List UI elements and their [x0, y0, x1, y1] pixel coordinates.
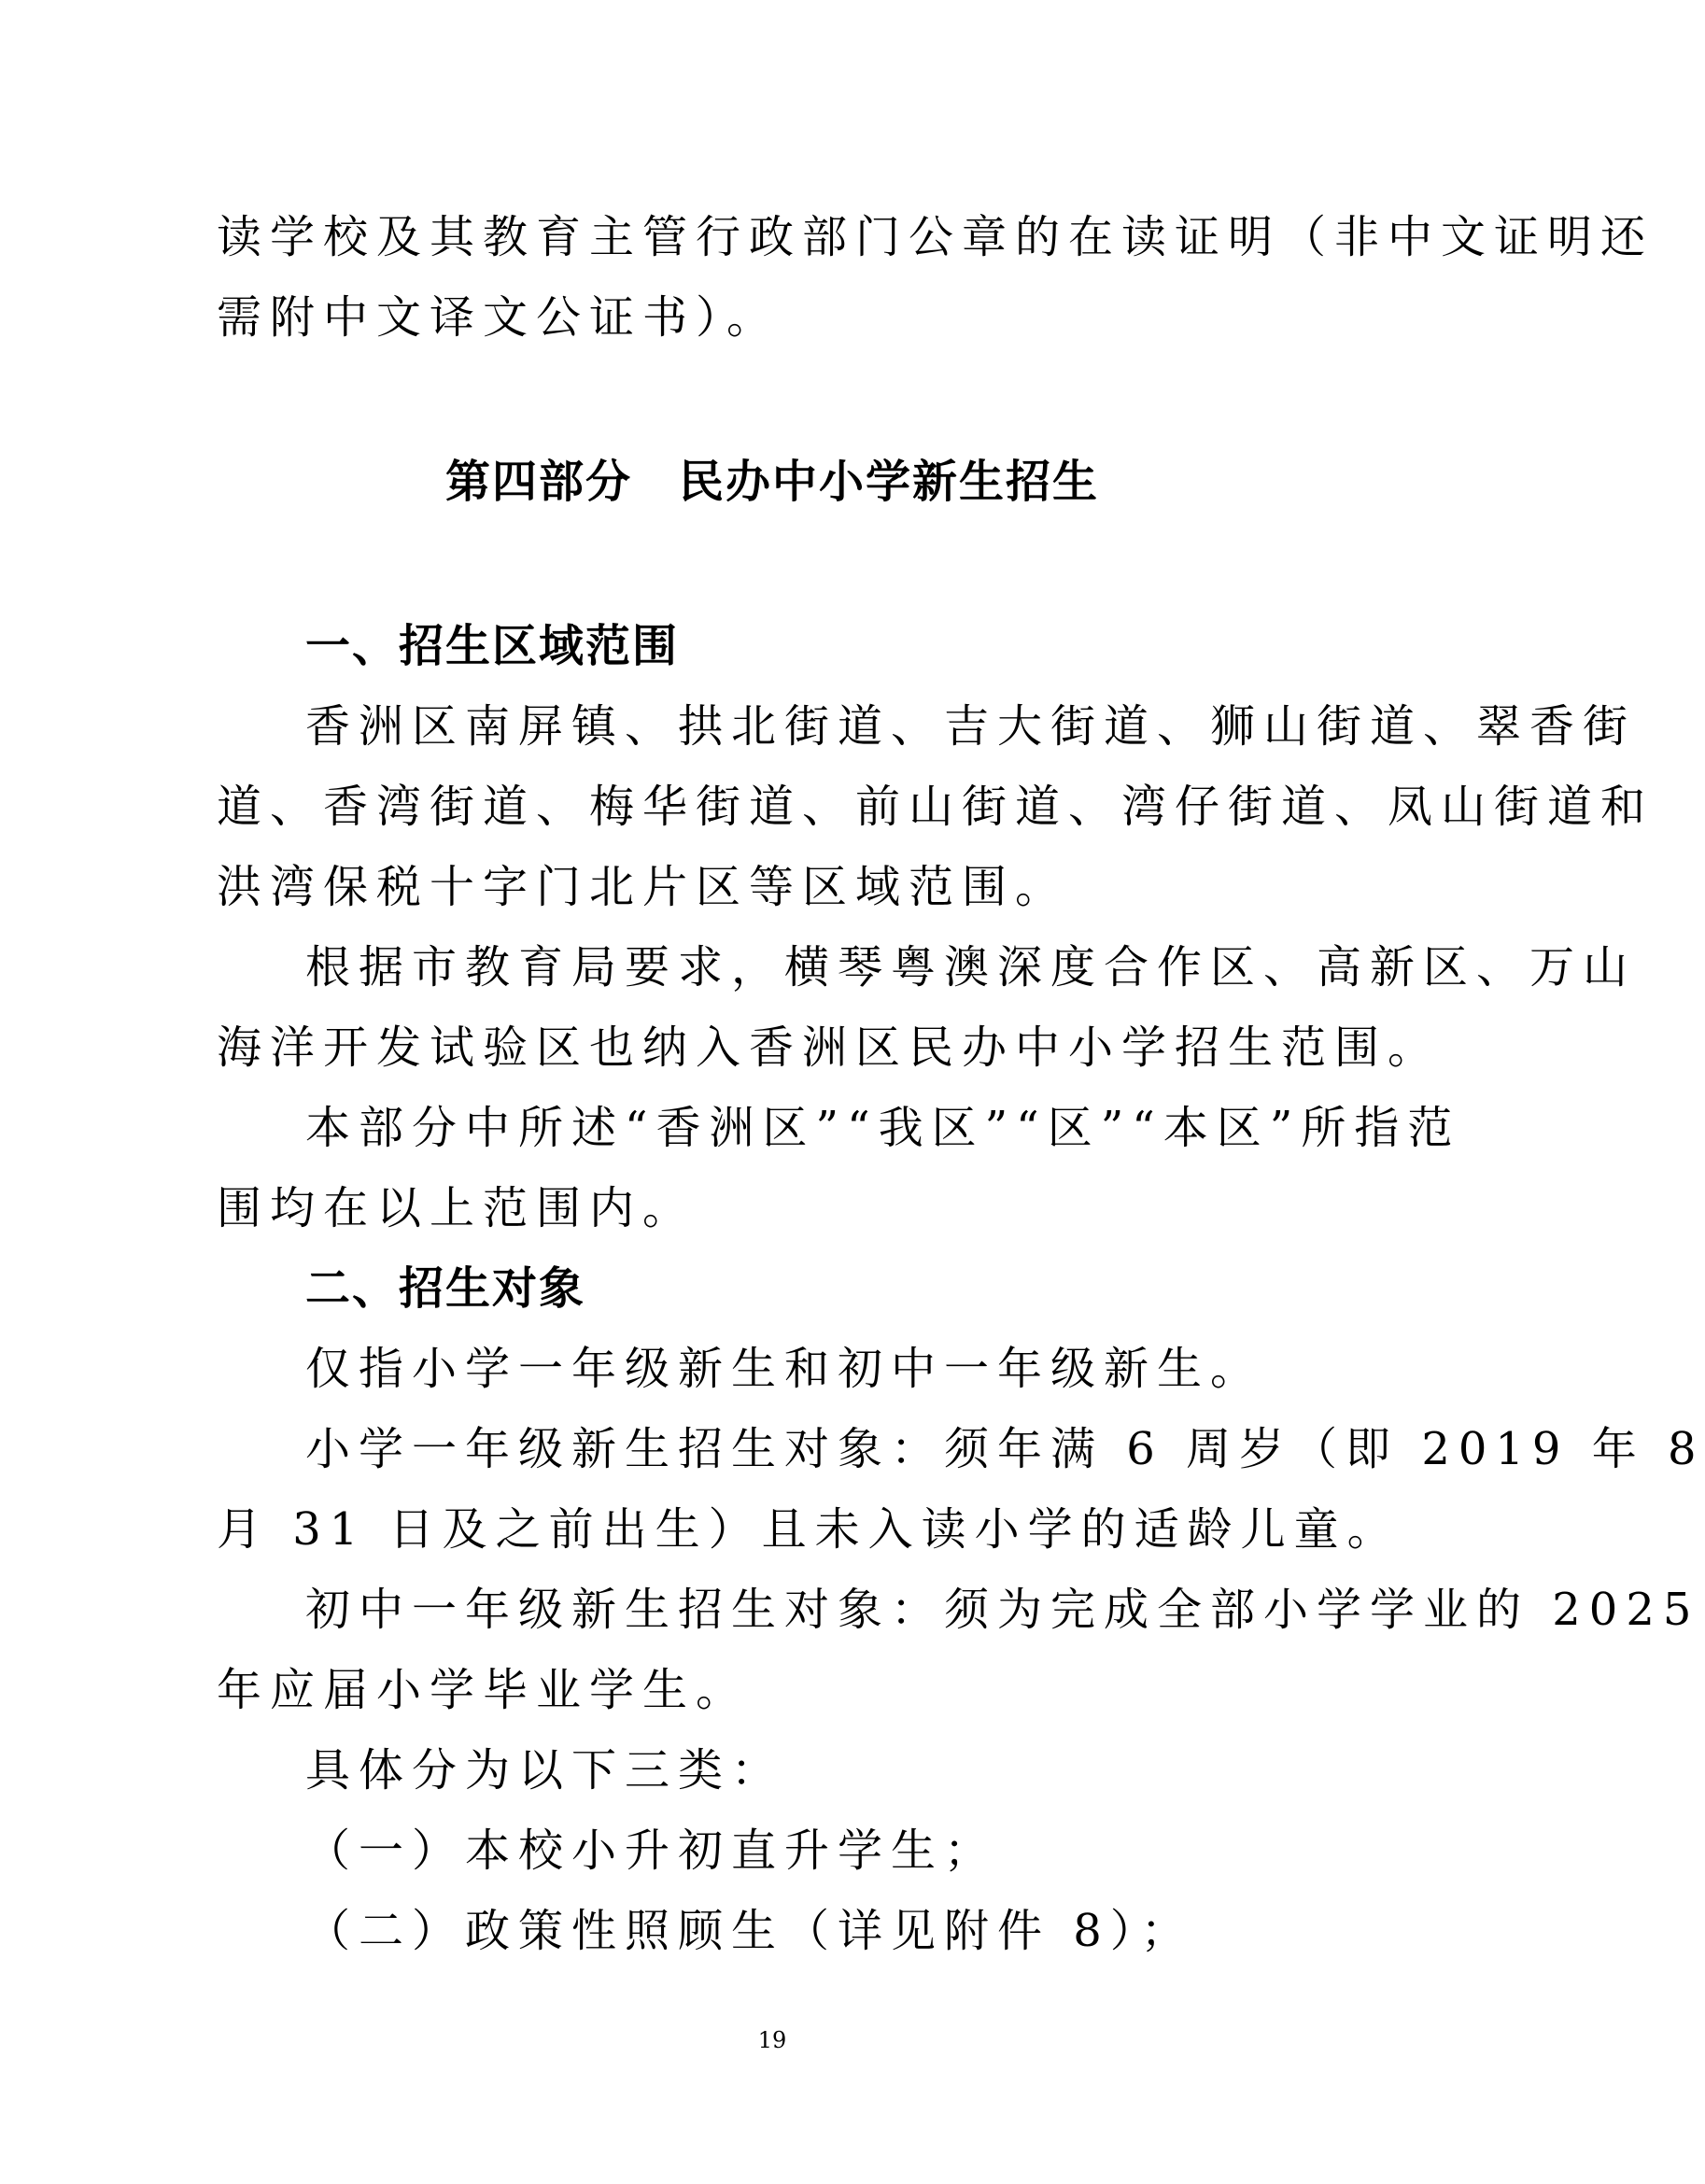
categories-intro: 具体分为以下三类：	[305, 1744, 785, 1797]
extension-paragraph-line-2: 海洋开发试验区也纳入香洲区民办中小学招生范围。	[217, 1022, 1442, 1074]
continuation-line-2: 需附中文译文公证书）。	[217, 291, 781, 344]
junior-target-line-1: 初中一年级新生招生对象：须为完成全部小学学业的 2025	[305, 1584, 1700, 1636]
scope-paragraph-line-1: 本部分中所述“香洲区”“我区”“区”“本区”所指范	[305, 1102, 1461, 1154]
category-item-2: （二）政策性照顾生（详见附件 8）；	[305, 1905, 1194, 1957]
part-title: 第四部分 民办中小学新生招生	[444, 456, 1099, 508]
page-number: 19	[757, 2027, 787, 2053]
section-heading-enrollment-area: 一、招生区域范围	[305, 620, 680, 672]
primary-target-line-1: 小学一年级新生招生对象：须年满 6 周岁（即 2019 年 8	[305, 1423, 1705, 1475]
section-heading-enrollment-targets: 二、招生对象	[305, 1262, 586, 1315]
category-item-1: （一）本校小升初直升学生；	[305, 1825, 998, 1877]
junior-target-line-2: 年应届小学毕业学生。	[217, 1664, 750, 1716]
area-paragraph-line-3: 洪湾保税十字门北片区等区域范围。	[217, 861, 1069, 913]
continuation-line-1: 读学校及其教育主管行政部门公章的在读证明（非中文证明还	[217, 211, 1655, 263]
area-paragraph-line-1: 香洲区南屏镇、拱北街道、吉大街道、狮山街道、翠香街	[305, 700, 1637, 753]
scope-paragraph-line-2: 围均在以上范围内。	[217, 1182, 697, 1234]
area-paragraph-line-2: 道、香湾街道、梅华街道、前山街道、湾仔街道、凤山街道和	[217, 781, 1655, 833]
extension-paragraph-line-1: 根据市教育局要求，横琴粤澳深度合作区、高新区、万山	[305, 941, 1637, 993]
primary-target-line-2: 月 31 日及之前出生）且未入读小学的适龄儿童。	[217, 1503, 1401, 1556]
targets-intro-paragraph: 仅指小学一年级新生和初中一年级新生。	[305, 1343, 1264, 1395]
